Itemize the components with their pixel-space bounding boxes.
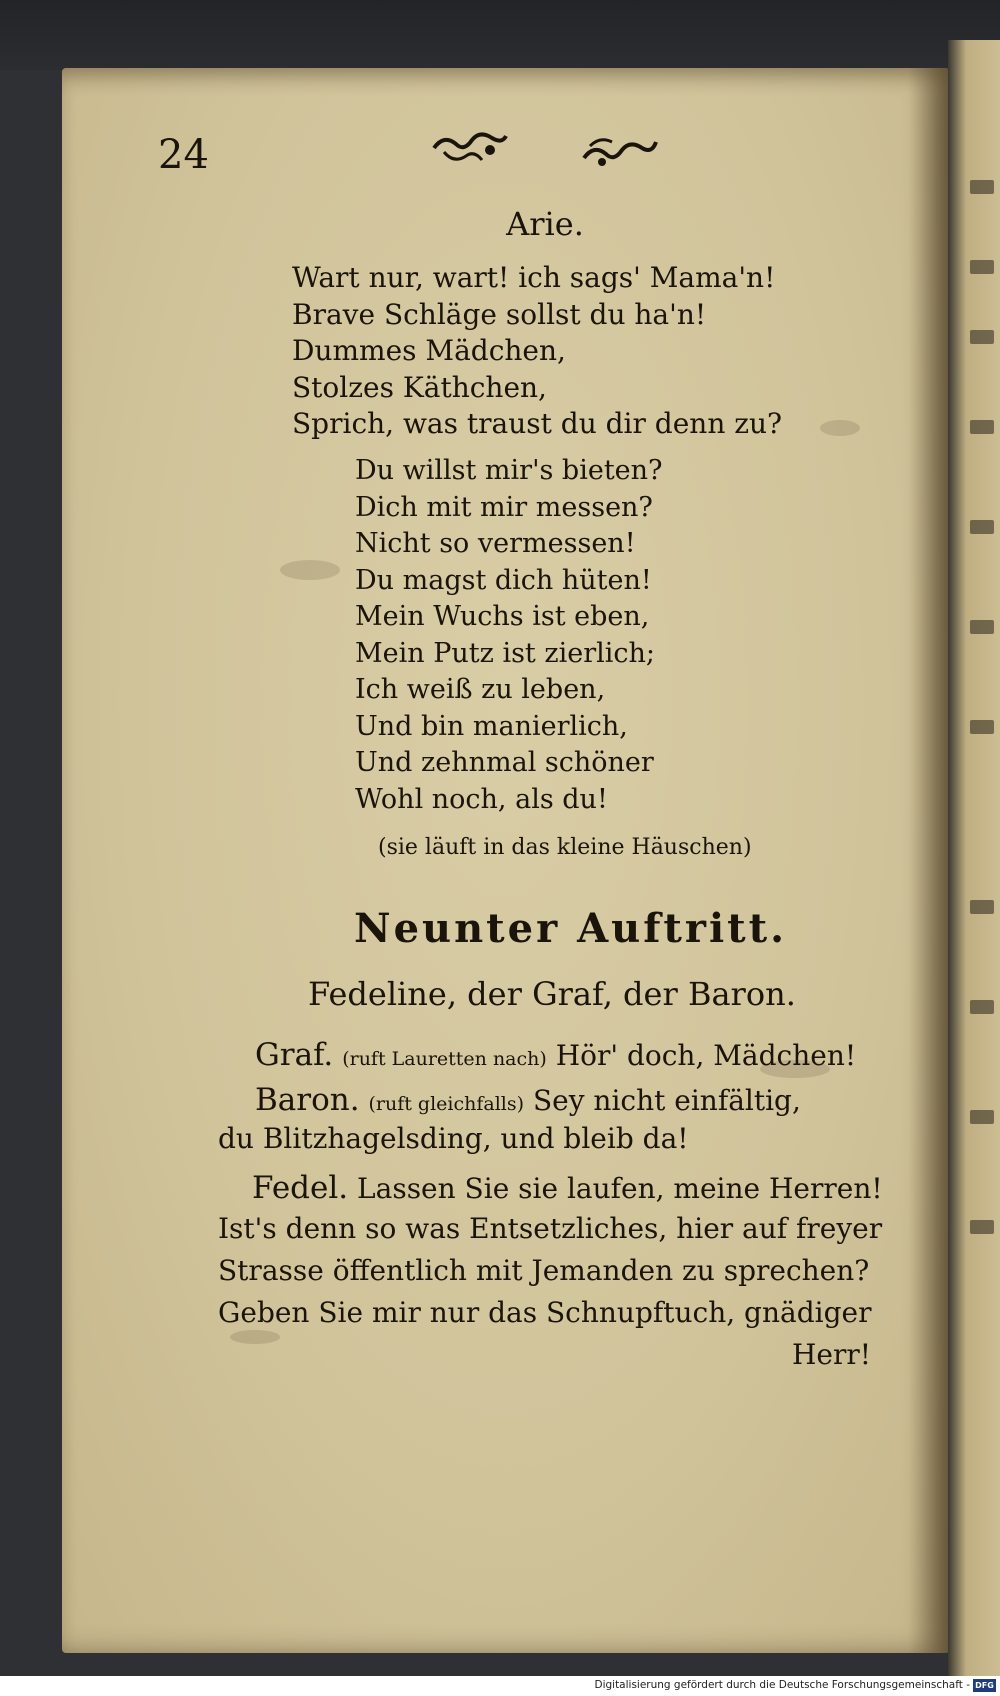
facing-page-text-fragment [970, 1220, 994, 1234]
facing-page-text-fragment [970, 180, 994, 194]
verse-line: Du magst dich hüten! [355, 564, 652, 596]
verse-line: Stolzes Käthchen, [292, 370, 547, 404]
stage-aside: (ruft Lauretten nach) [342, 1048, 547, 1070]
ornament-left-icon [430, 128, 510, 172]
dfg-logo: DFG [973, 1679, 996, 1692]
dialogue-line-graf [255, 1037, 856, 1073]
stage-aside: (ruft gleichfalls) [368, 1093, 525, 1115]
ornament-right-icon [580, 128, 660, 172]
facing-page-text-fragment [970, 420, 994, 434]
page-fold-shadow [908, 68, 948, 1653]
paper-stain [230, 1330, 280, 1344]
facing-page-text-fragment [970, 900, 994, 914]
dialogue-line-fedel-cont: Herr! [792, 1338, 872, 1371]
digitization-credit: Digitalisierung gefördert durch die Deutsche Forschungsgemeinschaft - [594, 1679, 970, 1691]
verse-line: Mein Putz ist zierlich; [355, 637, 655, 669]
verse-line: Nicht so vermessen! [355, 528, 636, 559]
character-list: Fedeline, der Graf, der Baron. [308, 975, 796, 1013]
verse-line: Und zehnmal schöner [355, 747, 654, 778]
speaker-name: Graf. [255, 1037, 334, 1073]
facing-page-text-fragment [970, 260, 994, 274]
stage-direction: (sie läuft in das kleine Häuschen) [378, 835, 752, 860]
verse-line: Sprich, was traust du dir denn zu? [292, 407, 783, 440]
verse-block-2 [355, 453, 663, 818]
verse-block-1 [292, 260, 782, 443]
dialogue-line-fedel-cont: Strasse öffentlich mit Jemanden zu sprechen? [218, 1254, 870, 1287]
verse-line: Ich weiß zu leben, [355, 674, 606, 705]
scan-background-top [0, 0, 1000, 70]
dialogue-line-baron-cont: du Blitzhagelsding, und bleib da! [218, 1122, 689, 1155]
dialogue-line-baron [255, 1082, 801, 1118]
page-number: 24 [158, 132, 209, 178]
verse-line: Und bin manierlich, [355, 710, 628, 742]
paper-stain [280, 560, 340, 580]
dialogue-line-fedel-cont: Ist's denn so was Entsetzliches, hier auf freyer [218, 1212, 883, 1245]
verse-line: Wart nur, wart! ich sags' Mama'n! [292, 261, 776, 294]
facing-page-edge [948, 40, 1000, 1680]
facing-page-text-fragment [970, 720, 994, 734]
verse-line: Dummes Mädchen, [292, 334, 566, 367]
facing-page-text-fragment [970, 1110, 994, 1124]
facing-page-text-fragment [970, 520, 994, 534]
facing-page-text-fragment [970, 620, 994, 634]
scene-heading: Neunter Auftritt. [354, 905, 788, 952]
dialogue-line-fedel [252, 1170, 883, 1206]
paper-stain [820, 420, 860, 436]
dialogue-text: Lassen Sie sie laufen, meine Herren! [357, 1172, 883, 1205]
dialogue-text: Hör' doch, Mädchen! [555, 1039, 857, 1072]
verse-line: Wohl noch, als du! [355, 783, 608, 815]
verse-line: Dich mit mir messen? [355, 491, 653, 523]
dialogue-line-fedel-cont: Geben Sie mir nur das Schnupftuch, gnädiger [218, 1296, 872, 1329]
speaker-name: Fedel. [252, 1170, 349, 1206]
verse-line: Brave Schläge sollst du ha'n! [292, 297, 707, 331]
verse-line: Du willst mir's bieten? [355, 455, 663, 486]
facing-page-text-fragment [970, 330, 994, 344]
facing-page-text-fragment [970, 1000, 994, 1014]
aria-title: Arie. [506, 205, 584, 243]
verse-line: Mein Wuchs ist eben, [355, 601, 650, 632]
speaker-name: Baron. [255, 1082, 360, 1118]
dialogue-text: Sey nicht einfältig, [532, 1084, 801, 1117]
